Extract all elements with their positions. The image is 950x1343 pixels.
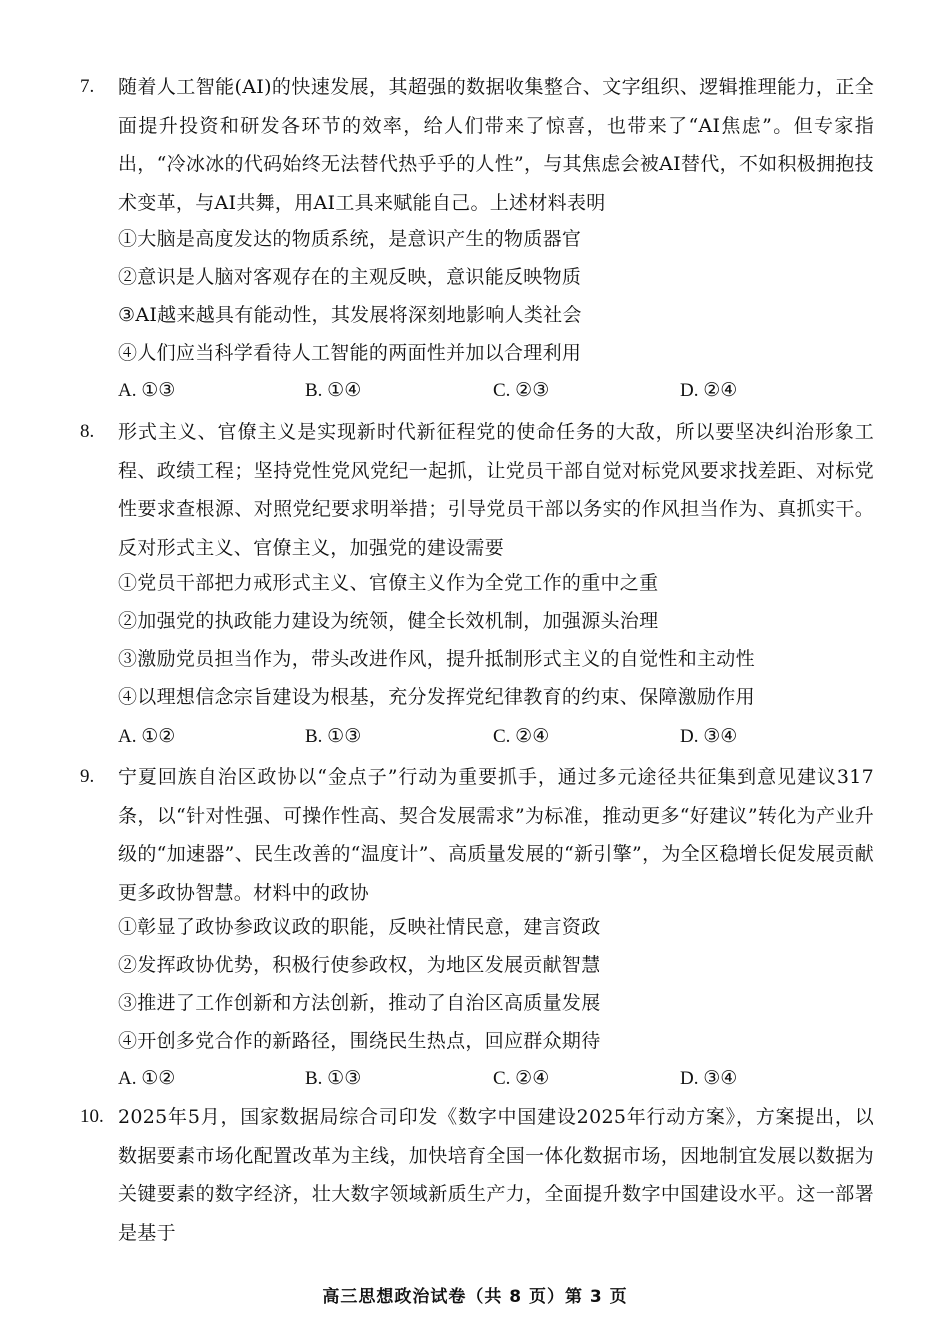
statement-3: ③推进了工作创新和方法创新，推动了自治区高质量发展 (118, 992, 601, 1014)
statement-2: ②意识是人脑对客观存在的主观反映，意识能反映物质 (118, 266, 582, 288)
statement-1: ①彰显了政协参政议政的职能，反映社情民意，建言资政 (118, 916, 601, 938)
statement-4: ④人们应当科学看待人工智能的两面性并加以合理利用 (118, 342, 582, 364)
question-number: 10. (80, 1106, 104, 1127)
question-stem: 宁夏回族自治区政协以“金点子”行动为重要抓手，通过多元途径共征集到意见建议317条，以“针对性强、可操作性高、契合发展需求”为标准，推动更多“好建议”转化为产业升级的“加速器”、民生改善的“温度计”、高质量发展的“新引擎”，为全区稳增长促发展贡献更多政协智慧。材料中的政协 (118, 766, 874, 904)
choice-d: D. ③④ (680, 726, 738, 747)
question-number: 7. (80, 76, 95, 97)
page-footer: 高三思想政治试卷（共 8 页）第 3 页 (322, 1287, 628, 1307)
choice-d: D. ③④ (680, 1068, 738, 1089)
statement-3: ③AI越来越具有能动性，其发展将深刻地影响人类社会 (118, 304, 582, 326)
statement-4: ④开创多党合作的新路径，围绕民生热点，回应群众期待 (118, 1030, 601, 1052)
statement-1: ①大脑是高度发达的物质系统，是意识产生的物质器官 (118, 228, 582, 250)
statement-4: ④以理想信念宗旨建设为根基，充分发挥党纪律教育的约束、保障激励作用 (118, 686, 755, 708)
choice-b: B. ①③ (305, 1068, 362, 1089)
choice-d: D. ②④ (680, 380, 738, 401)
choice-c: C. ②④ (493, 726, 550, 747)
choice-c: C. ②③ (493, 380, 550, 401)
statement-2: ②发挥政协优势，积极行使参政权，为地区发展贡献智慧 (118, 954, 601, 976)
question-stem: 形式主义、官僚主义是实现新时代新征程党的使命任务的大敌，所以要坚决纠治形象工程、政绩工程；坚持党性党风党纪一起抓，让党员干部自觉对标党风要求找差距、对标党性要求查根源、对照党纪要求明举措；引导党员干部以务实的作风担当作为、真抓实干。反对形式主义、官僚主义，加强党的建设需要 (118, 421, 874, 559)
statement-1: ①党员干部把力戒形式主义、官僚主义作为全党工作的重中之重 (118, 572, 659, 594)
choice-a: A. ①② (118, 726, 176, 747)
choice-c: C. ②④ (493, 1068, 550, 1089)
choice-b: B. ①③ (305, 726, 362, 747)
statement-2: ②加强党的执政能力建设为统领，健全长效机制，加强源头治理 (118, 610, 659, 632)
choice-a: A. ①③ (118, 380, 176, 401)
question-number: 9. (80, 766, 95, 787)
choice-a: A. ①② (118, 1068, 176, 1089)
statement-3: ③激励党员担当作为，带头改进作风，提升抵制形式主义的自觉性和主动性 (118, 648, 755, 670)
question-stem: 随着人工智能(AI)的快速发展，其超强的数据收集整合、文字组织、逻辑推理能力，正全面提升投资和研发各环节的效率，给人们带来了惊喜，也带来了“AI焦虑”。但专家指出，“冷冰冰的代码始终无法替代热乎乎的人性”，与其焦虑会被AI替代，不如积极拥抱技术变革，与AI共舞，用AI工具来赋能自己。上述材料表明 (118, 76, 874, 214)
question-stem: 2025年5月，国家数据局综合司印发《数字中国建设2025年行动方案》，方案提出，以数据要素市场化配置改革为主线，加快培育全国一体化数据市场，因地制宜发展以数据为关键要素的数字经济，壮大数字领域新质生产力，全面提升数字中国建设水平。这一部署是基于 (118, 1106, 874, 1244)
choice-b: B. ①④ (305, 380, 362, 401)
question-number: 8. (80, 421, 95, 442)
